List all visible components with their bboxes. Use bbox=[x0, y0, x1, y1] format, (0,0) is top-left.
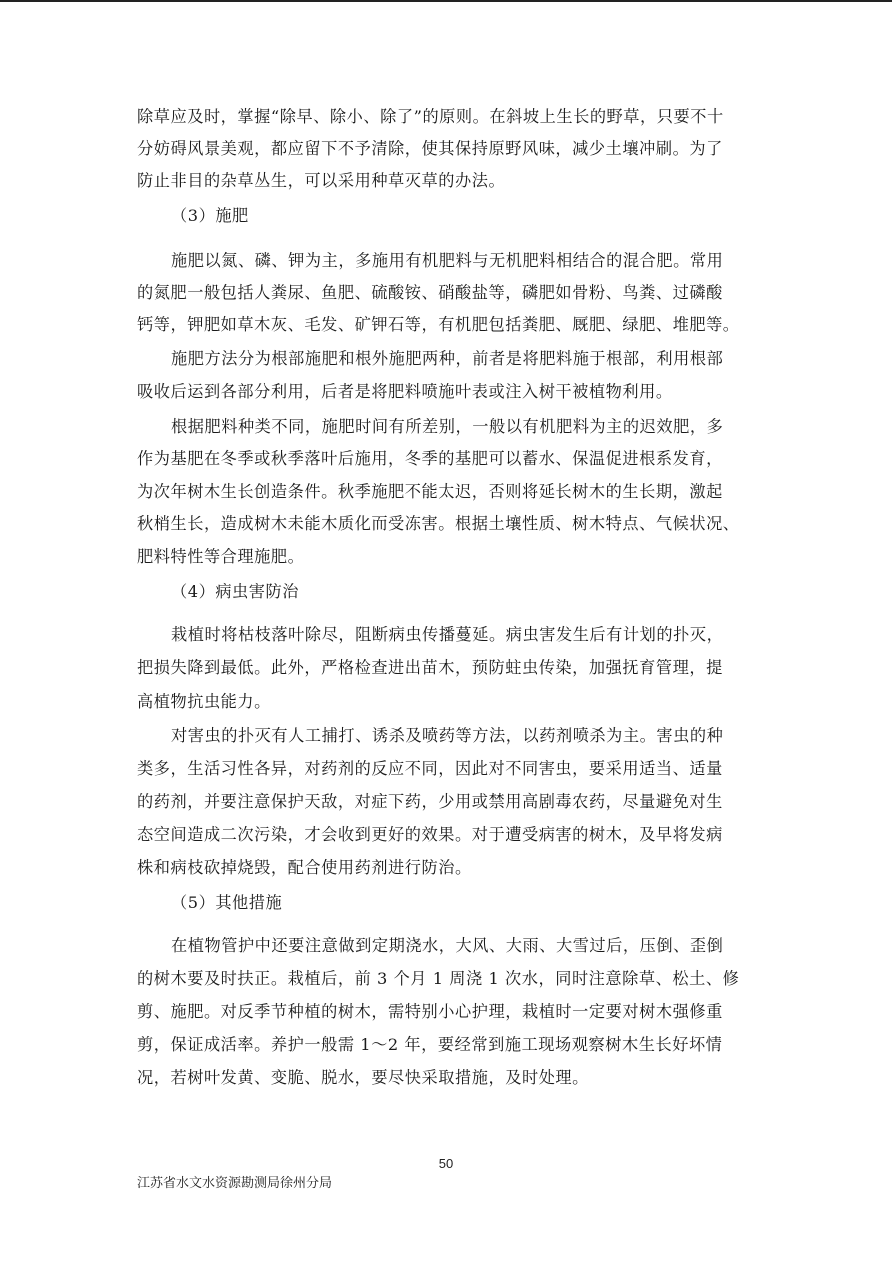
body-line: 的药剂，并要注意保护天敌，对症下药，少用或禁用高剧毒农药，尽量避免对生 bbox=[137, 792, 723, 811]
footer-organization: 江苏省水文水资源勘测局徐州分局 bbox=[137, 1176, 333, 1191]
body-line: 高植物抗虫能力。 bbox=[137, 692, 271, 711]
top-border-line bbox=[0, 0, 892, 2]
body-line: 为次年树木生长创造条件。秋季施肥不能太迟，否则将延长树木的生长期，激起 bbox=[137, 482, 723, 501]
body-line: 对害虫的扑灭有人工捕打、诱杀及喷药等方法，以药剂喷杀为主。害虫的种 bbox=[171, 726, 724, 745]
body-line: 的氮肥一般包括人粪尿、鱼肥、硫酸铵、硝酸盐等，磷肥如骨粉、鸟粪、过磷酸 bbox=[137, 283, 723, 302]
body-line: 在植物管护中还要注意做到定期浇水，大风、大雨、大雪过后，压倒、歪倒 bbox=[171, 936, 724, 955]
section-heading: （4）病虫害防治 bbox=[171, 582, 300, 601]
section-heading: （5）其他措施 bbox=[171, 893, 283, 912]
body-line: 剪、施肥。对反季节种植的树木，需特别小心护理，栽植时一定要对树木强修重 bbox=[137, 1002, 723, 1021]
body-line: 施肥方法分为根部施肥和根外施肥两种，前者是将肥料施于根部，利用根部 bbox=[171, 349, 724, 368]
body-line: 防止非目的杂草丛生，可以采用种草灭草的办法。 bbox=[137, 171, 506, 190]
body-line: 把损失降到最低。此外，严格检查进出苗木，预防蛀虫传染，加强抚育管理，提 bbox=[137, 658, 723, 677]
body-line: 类多，生活习性各异，对药剂的反应不同，因此对不同害虫，要采用适当、适量 bbox=[137, 759, 723, 778]
body-line: 作为基肥在冬季或秋季落叶后施用，冬季的基肥可以蓄水、保温促进根系发育， bbox=[137, 449, 723, 468]
body-line: 株和病枝砍掉烧毁，配合使用药剂进行防治。 bbox=[137, 858, 472, 877]
body-line: 分妨碍风景美观，都应留下不予清除，使其保持原野风味，减少土壤冲刷。为了 bbox=[137, 139, 723, 158]
body-line: 除草应及时，掌握“除早、除小、除了”的原则。在斜坡上生长的野草，只要不十 bbox=[137, 107, 724, 126]
body-line: 根据肥料种类不同，施肥时间有所差别，一般以有机肥料为主的迟效肥，多 bbox=[171, 417, 724, 436]
body-line: 吸收后运到各部分利用，后者是将肥料喷施叶表或注入树干被植物利用。 bbox=[137, 382, 673, 401]
body-line: 栽植时将枯枝落叶除尽，阻断病虫传播蔓延。病虫害发生后有计划的扑灭， bbox=[171, 625, 724, 644]
body-line: 况，若树叶发黄、变脆、脱水，要尽快采取措施，及时处理。 bbox=[137, 1068, 589, 1087]
body-line: 秋梢生长，造成树木未能木质化而受冻害。根据土壤性质、树木特点、气候状况、 bbox=[137, 514, 740, 533]
body-line: 剪，保证成活率。养护一般需 1～2 年，要经常到施工现场观察树木生长好坏情 bbox=[137, 1035, 723, 1054]
body-line: 态空间造成二次污染，才会收到更好的效果。对于遭受病害的树木，及早将发病 bbox=[137, 825, 723, 844]
body-line: 钙等，钾肥如草木灰、毛发、矿钾石等，有机肥包括粪肥、厩肥、绿肥、堆肥等。 bbox=[137, 315, 740, 334]
body-line: 肥料特性等合理施肥。 bbox=[137, 547, 305, 566]
body-line: 施肥以氮、磷、钾为主，多施用有机肥料与无机肥料相结合的混合肥。常用 bbox=[171, 251, 724, 270]
section-heading: （3）施肥 bbox=[171, 206, 249, 225]
body-line: 的树木要及时扶正。栽植后，前 3 个月 1 周浇 1 次水，同时注意除草、松土、修 bbox=[137, 969, 740, 988]
page-number: 50 bbox=[438, 1156, 454, 1171]
